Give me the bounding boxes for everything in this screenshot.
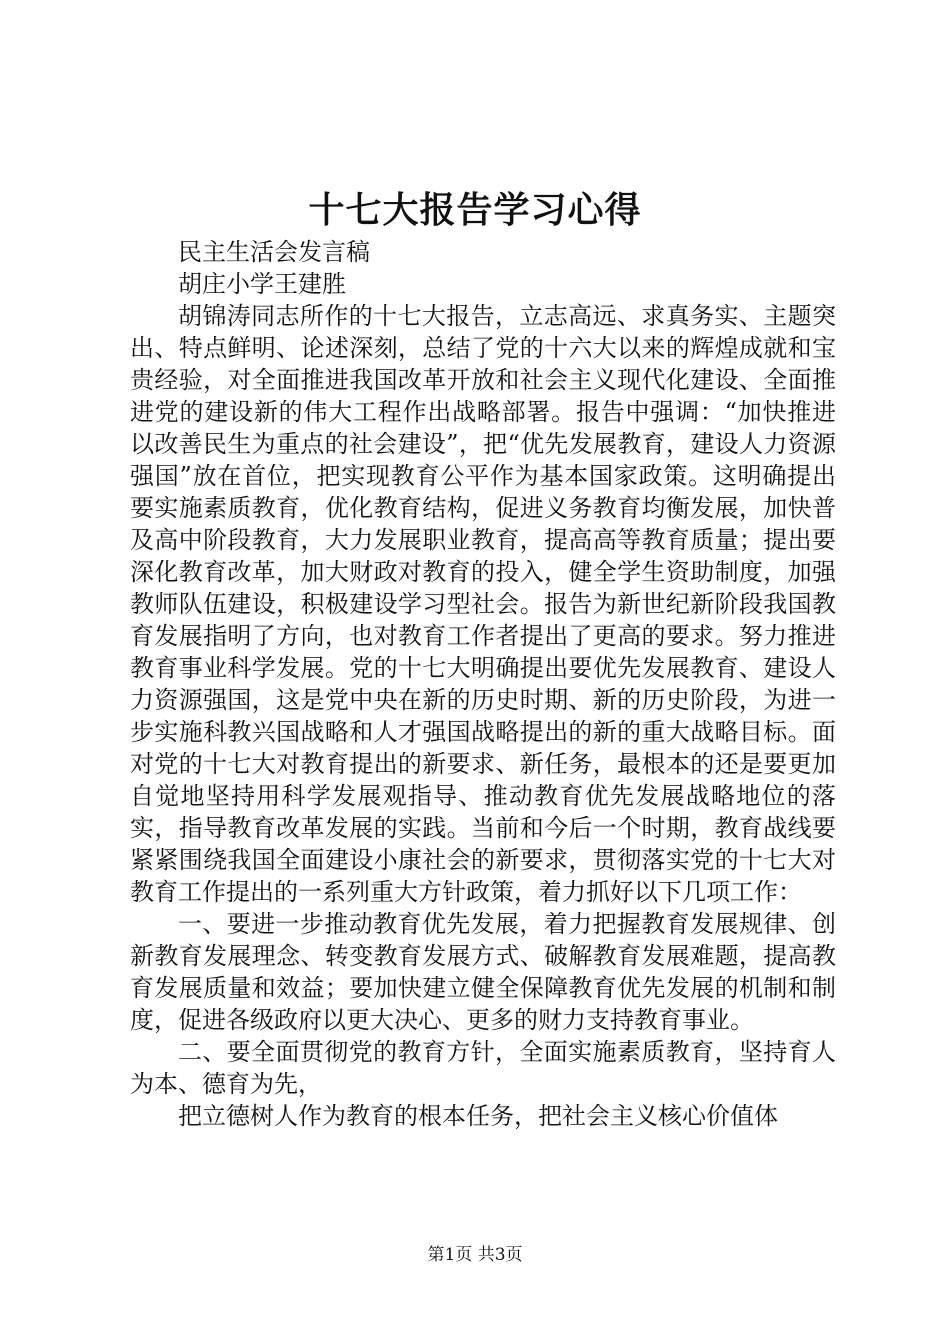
paragraph-point-one: 一、要进一步推动教育优先发展，着力把握教育发展规律、创新教育发展理念、转变教育发展方式、破解教育发展难题，提高教育发展质量和效益；要加快建立健全保障教育优先发展的机制和制度，促进各级政府以更大决心、更多的财力支持教育事业。 [130,910,836,1034]
document-title: 十七大报告学习心得 [308,189,642,231]
paragraph-main: 胡锦涛同志所作的十七大报告，立志高远、求真务实、主题突出、特点鲜明、论述深刻，总结了党的十六大以来的辉煌成就和宝贵经验，对全面推进我国改革开放和社会主义现代化建设、全面推进党的建设新的伟大工程作出战略部署。报告中强调：“加快推进以改善民生为重点的社会建设”，把“优先发展教育，建设人力资源强国”放在首位，把实现教育公平作为基本国家政策。这明确提出要实施素质教育，优化教育结构，促进义务教育均衡发展，加快普及高中阶段教育，大力发展职业教育，提高高等教育质量；提出要深化教育改革，加大财政对教育的投入，健全学生资助制度，加强教师队伍建设，积极建设学习型社会。报告为新世纪新阶段我国教育发展指明了方向，也对教育工作者提出了更高的要求。努力推进教育事业科学发展。党的十七大明确提出要优先发展教育、建设人力资源强国，这是党中央在新的历史时期、新的历史阶段，为进一步实施科教兴国战略和人才强国战略提出的新的重大战略目标。面对党的十七大对教育提出的新要求、新任务，最根本的还是要更加自觉地坚持用科学发展观指导、推动教育优先发展战略地位的落实，指导教育改革发展的实践。当前和今后一个时期，教育战线要紧紧围绕我国全面建设小康社会的新要求，贯彻落实党的十七大对教育工作提出的一系列重大方针政策，着力抓好以下几项工作： [130,302,836,906]
paragraph-point-two: 二、要全面贯彻党的教育方针，全面实施素质教育，坚持育人为本、德育为先， [130,1038,836,1098]
page-number-footer: 第1页 共3页 [427,1245,523,1265]
paragraph-speech-type: 民主生活会发言稿 [178,238,370,266]
paragraph-author: 胡庄小学王建胜 [178,270,346,298]
document-body [130,236,836,1132]
paragraph-continuation: 把立德树人作为教育的根本任务，把社会主义核心价值体 [178,1102,778,1130]
